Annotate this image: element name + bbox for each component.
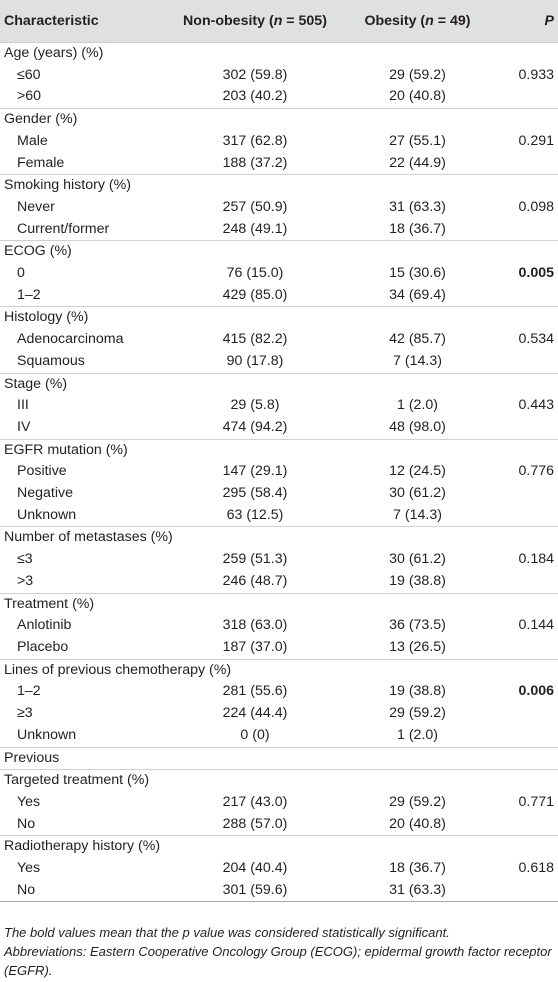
p-value xyxy=(485,219,558,241)
p-value: 0.184 xyxy=(518,551,554,568)
p-value xyxy=(485,483,558,505)
table-row xyxy=(0,814,558,836)
table-row xyxy=(0,153,558,175)
p-value: 0.443 xyxy=(518,397,554,414)
non-obesity-value: 301 (59.6) xyxy=(160,880,350,902)
non-obesity-value: 0 (0) xyxy=(240,726,270,743)
group-row xyxy=(0,527,558,549)
row-label: Positive xyxy=(17,463,67,480)
p-value: 0.005 xyxy=(518,265,554,282)
non-obesity-value: 76 (15.0) xyxy=(226,265,284,282)
obesity-value: 31 (63.3) xyxy=(389,198,446,215)
header-p: P xyxy=(485,0,558,43)
obesity-value: 48 (98.0) xyxy=(389,418,446,435)
obesity-value: 27 (55.1) xyxy=(389,132,446,149)
group-label: Number of metastases (%) xyxy=(0,527,558,549)
header-characteristic: Characteristic xyxy=(0,0,160,43)
non-obesity-value: 187 (37.0) xyxy=(222,638,288,655)
row-label: Current/former xyxy=(17,220,110,237)
non-obesity-value: 217 (43.0) xyxy=(222,793,288,810)
p-value: 0.006 xyxy=(518,683,554,700)
obesity-value: 30 (61.2) xyxy=(389,485,446,502)
row-label: Squamous xyxy=(17,352,85,369)
table-row xyxy=(0,505,558,527)
row-label: Placebo xyxy=(17,638,69,655)
table-row xyxy=(0,637,558,659)
non-obesity-value: 224 (44.4) xyxy=(222,705,288,722)
p-value: 0.771 xyxy=(518,793,554,810)
p-value xyxy=(485,153,558,175)
table-row xyxy=(0,571,558,593)
row-label: >3 xyxy=(17,572,34,589)
group-row xyxy=(0,373,558,395)
table-row xyxy=(0,725,558,747)
group-row xyxy=(0,593,558,615)
non-obesity-value: 90 (17.8) xyxy=(226,352,284,369)
obesity-value: 1 (2.0) xyxy=(396,397,438,414)
p-value: 0.618 xyxy=(518,860,554,877)
table-header xyxy=(0,0,558,43)
group-label: EGFR mutation (%) xyxy=(0,439,558,461)
table-row xyxy=(0,65,558,87)
row-label: 0 xyxy=(17,265,25,282)
group-label: Gender (%) xyxy=(0,109,558,131)
row-label: Anlotinib xyxy=(17,617,72,634)
non-obesity-value: 203 (40.2) xyxy=(222,88,288,105)
row-label: 1–2 xyxy=(17,683,41,700)
row-label: ≤60 xyxy=(17,66,41,83)
p-value xyxy=(485,285,558,307)
group-row xyxy=(0,439,558,461)
group-row xyxy=(0,307,558,329)
row-label: Male xyxy=(17,132,48,149)
table-row xyxy=(0,615,558,637)
non-obesity-value: 29 (5.8) xyxy=(230,397,280,414)
non-obesity-value: 415 (82.2) xyxy=(222,331,288,348)
non-obesity-value: 281 (55.6) xyxy=(222,683,288,700)
obesity-value: 29 (59.2) xyxy=(389,66,446,83)
table-row xyxy=(0,219,558,241)
p-value xyxy=(485,725,558,747)
table-row xyxy=(0,880,558,902)
non-obesity-value: 259 (51.3) xyxy=(222,551,288,568)
row-label: IV xyxy=(17,418,31,435)
table-row xyxy=(0,395,558,417)
row-label: No xyxy=(17,815,36,832)
group-row xyxy=(0,747,558,770)
table-row xyxy=(0,197,558,219)
group-label: Treatment (%) xyxy=(0,593,558,615)
non-obesity-value: 188 (37.2) xyxy=(222,154,288,171)
obesity-value: 18 (36.7) xyxy=(389,860,446,877)
obesity-value: 19 (38.8) xyxy=(389,683,446,700)
group-label: Previous xyxy=(0,747,558,770)
non-obesity-value: 257 (50.9) xyxy=(222,198,288,215)
table-body xyxy=(0,43,558,902)
group-label: Radiotherapy history (%) xyxy=(0,836,558,858)
group-row xyxy=(0,836,558,858)
p-value xyxy=(485,571,558,593)
obesity-value: 18 (36.7) xyxy=(389,220,446,237)
bold-note: The bold values mean that the p value was considered statistically significant. xyxy=(4,925,450,940)
non-obesity-value: 429 (85.0) xyxy=(222,286,288,303)
group-row xyxy=(0,659,558,681)
obesity-value: 29 (59.2) xyxy=(389,793,446,810)
obesity-value: 29 (59.2) xyxy=(389,705,446,722)
group-label: Lines of previous chemotherapy (%) xyxy=(0,659,558,681)
row-label: Female xyxy=(17,154,65,171)
obesity-value: 22 (44.9) xyxy=(389,154,446,171)
non-obesity-value: 474 (94.2) xyxy=(222,418,288,435)
obesity-value: 42 (85.7) xyxy=(389,331,446,348)
table-row xyxy=(0,549,558,571)
table-row xyxy=(0,417,558,439)
obesity-value: 20 (40.8) xyxy=(389,815,446,832)
row-label: Yes xyxy=(17,860,41,877)
obesity-value: 34 (69.4) xyxy=(389,286,446,303)
row-label: Yes xyxy=(17,793,41,810)
row-label: ≥3 xyxy=(17,705,33,722)
table-row xyxy=(0,858,558,880)
non-obesity-value: 317 (62.8) xyxy=(222,132,288,149)
row-label: Adenocarcinoma xyxy=(17,331,124,348)
row-label: ≤3 xyxy=(17,551,33,568)
table-row xyxy=(0,329,558,351)
table-row xyxy=(0,792,558,814)
group-row xyxy=(0,241,558,263)
obesity-value: 15 (30.6) xyxy=(389,265,446,282)
p-value: 0.776 xyxy=(518,463,554,480)
table-row xyxy=(0,351,558,373)
p-value xyxy=(485,880,558,902)
p-value xyxy=(485,351,558,373)
row-label: Negative xyxy=(17,485,73,502)
non-obesity-value: 295 (58.4) xyxy=(222,485,288,502)
p-value: 0.291 xyxy=(518,132,554,149)
row-label: No xyxy=(0,880,160,902)
header-row xyxy=(0,0,558,43)
row-label: Unknown xyxy=(17,506,77,523)
obesity-value: 19 (38.8) xyxy=(389,572,446,589)
non-obesity-value: 318 (63.0) xyxy=(222,617,288,634)
p-value xyxy=(485,637,558,659)
row-label: 1–2 xyxy=(17,286,41,303)
group-row xyxy=(0,770,558,792)
non-obesity-value: 204 (40.4) xyxy=(222,860,288,877)
table-row xyxy=(0,263,558,285)
row-label: Unknown xyxy=(17,726,77,743)
table-row xyxy=(0,285,558,307)
p-value xyxy=(485,86,558,108)
obesity-value: 1 (2.0) xyxy=(396,726,438,743)
abbreviations-note: Abbreviations: Eastern Cooperative Oncology Group (ECOG); epidermal growth factor receptor (EGFR). xyxy=(4,944,552,978)
table-footnotes xyxy=(4,923,554,980)
p-value: 0.534 xyxy=(518,331,554,348)
table-row xyxy=(0,86,558,108)
row-label: >60 xyxy=(17,88,42,105)
obesity-value: 30 (61.2) xyxy=(389,551,446,568)
group-label: Stage (%) xyxy=(0,373,558,395)
obesity-value: 7 (14.3) xyxy=(393,506,442,523)
table-row xyxy=(0,461,558,483)
table-row xyxy=(0,483,558,505)
group-label: Smoking history (%) xyxy=(0,175,558,197)
obesity-value: 31 (63.3) xyxy=(350,880,485,902)
group-label: Histology (%) xyxy=(0,307,558,329)
p-value xyxy=(485,417,558,439)
table-row xyxy=(0,131,558,153)
header-obesity: Obesity (n = 49) xyxy=(350,0,485,43)
obesity-value: 7 (14.3) xyxy=(393,352,442,369)
table-row xyxy=(0,681,558,703)
p-value: 0.933 xyxy=(518,66,554,83)
obesity-value: 12 (24.5) xyxy=(389,463,446,480)
p-value xyxy=(485,814,558,836)
group-row xyxy=(0,175,558,197)
obesity-value: 13 (26.5) xyxy=(389,638,446,655)
non-obesity-value: 63 (12.5) xyxy=(226,506,284,523)
p-value xyxy=(485,505,558,527)
obesity-value: 20 (40.8) xyxy=(389,88,446,105)
p-value xyxy=(485,703,558,725)
non-obesity-value: 288 (57.0) xyxy=(222,815,288,832)
group-label: Age (years) (%) xyxy=(0,43,558,65)
group-row xyxy=(0,109,558,131)
non-obesity-value: 246 (48.7) xyxy=(222,572,288,589)
obesity-value: 36 (73.5) xyxy=(389,617,446,634)
row-label: Never xyxy=(17,198,55,215)
table-row xyxy=(0,703,558,725)
non-obesity-value: 147 (29.1) xyxy=(222,463,288,480)
row-label: III xyxy=(17,397,29,414)
p-value: 0.098 xyxy=(518,198,554,215)
group-label: ECOG (%) xyxy=(0,241,558,263)
group-label: Targeted treatment (%) xyxy=(0,770,558,792)
non-obesity-value: 248 (49.1) xyxy=(222,220,288,237)
group-row xyxy=(0,43,558,65)
non-obesity-value: 302 (59.8) xyxy=(222,66,288,83)
p-value: 0.144 xyxy=(518,617,554,634)
header-non-obesity: Non-obesity (n = 505) xyxy=(160,0,350,43)
